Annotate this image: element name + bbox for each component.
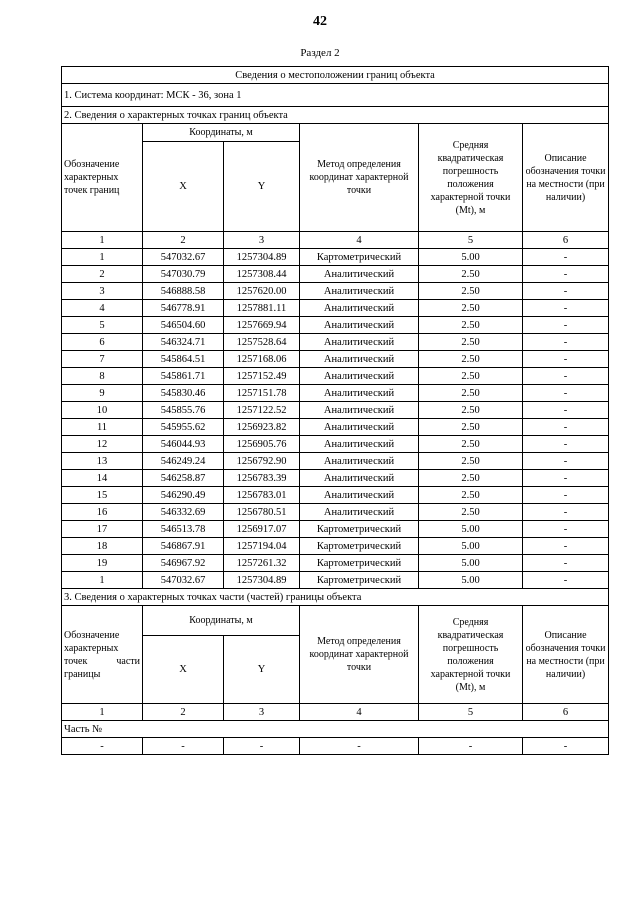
point-id: 16 xyxy=(62,504,143,521)
part-label: Часть № xyxy=(62,721,609,738)
col-number: 3 xyxy=(224,704,300,721)
point-id: 14 xyxy=(62,470,143,487)
part2-title: 2. Сведения о характерных точках границ объекта xyxy=(62,107,609,124)
method: Картометрический xyxy=(300,538,419,555)
table-row xyxy=(62,419,609,436)
coord-x: 546867.91 xyxy=(143,538,224,555)
description: - xyxy=(523,402,609,419)
error: 2.50 xyxy=(419,470,523,487)
empty-cell: - xyxy=(523,738,609,755)
method: Картометрический xyxy=(300,555,419,572)
header3-description: Описание обозначения точки на местности (при наличии) xyxy=(523,606,609,704)
error: 2.50 xyxy=(419,436,523,453)
method: Аналитический xyxy=(300,351,419,368)
table-row xyxy=(62,453,609,470)
point-id: 18 xyxy=(62,538,143,555)
point-id: 9 xyxy=(62,385,143,402)
col-number: 6 xyxy=(523,704,609,721)
description: - xyxy=(523,385,609,402)
col-number: 4 xyxy=(300,704,419,721)
error: 5.00 xyxy=(419,555,523,572)
point-id: 15 xyxy=(62,487,143,504)
method: Аналитический xyxy=(300,402,419,419)
table-row xyxy=(62,521,609,538)
point-id: 1 xyxy=(62,249,143,266)
coord-x: 547030.79 xyxy=(143,266,224,283)
error: 2.50 xyxy=(419,351,523,368)
coord-y: 1256905.76 xyxy=(224,436,300,453)
coord-x: 546967.92 xyxy=(143,555,224,572)
method: Аналитический xyxy=(300,317,419,334)
method: Аналитический xyxy=(300,453,419,470)
empty-cell: - xyxy=(143,738,224,755)
coord-y: 1256783.01 xyxy=(224,487,300,504)
table-row xyxy=(62,249,609,266)
coord-x: 545855.76 xyxy=(143,402,224,419)
table-row xyxy=(62,283,609,300)
description: - xyxy=(523,538,609,555)
coord-y: 1257881.11 xyxy=(224,300,300,317)
error: 2.50 xyxy=(419,504,523,521)
point-id: 4 xyxy=(62,300,143,317)
coord-x: 546513.78 xyxy=(143,521,224,538)
method: Аналитический xyxy=(300,385,419,402)
header3-error: Средняя квадратическая погрешность положения характерной точки (Mt), м xyxy=(419,606,523,704)
point-id: 13 xyxy=(62,453,143,470)
coord-y: 1257304.89 xyxy=(224,572,300,589)
description: - xyxy=(523,487,609,504)
table-row xyxy=(62,368,609,385)
error: 5.00 xyxy=(419,538,523,555)
error: 2.50 xyxy=(419,487,523,504)
description: - xyxy=(523,470,609,487)
description: - xyxy=(523,283,609,300)
method: Аналитический xyxy=(300,266,419,283)
table-row xyxy=(62,436,609,453)
point-id: 3 xyxy=(62,283,143,300)
coord-y: 1257308.44 xyxy=(224,266,300,283)
method: Аналитический xyxy=(300,487,419,504)
method: Картометрический xyxy=(300,521,419,538)
table-row xyxy=(62,317,609,334)
error: 2.50 xyxy=(419,300,523,317)
page-number: 42 xyxy=(313,14,327,29)
coord-system: 1. Система координат: МСК - 36, зона 1 xyxy=(62,84,609,107)
coord-y: 1256780.51 xyxy=(224,504,300,521)
header-error: Средняя квадратическая погрешность положения характерной точки (Mt), м xyxy=(419,124,523,232)
method: Аналитический xyxy=(300,436,419,453)
header-point-designation: Обозначение характерных точек границ xyxy=(62,124,143,232)
header3-y: Y xyxy=(224,636,300,704)
table-row xyxy=(62,402,609,419)
table-row xyxy=(62,470,609,487)
coord-x: 545830.46 xyxy=(143,385,224,402)
method: Аналитический xyxy=(300,470,419,487)
method: Аналитический xyxy=(300,334,419,351)
header-y: Y xyxy=(224,142,300,232)
coord-x: 546044.93 xyxy=(143,436,224,453)
coord-y: 1257261.32 xyxy=(224,555,300,572)
description: - xyxy=(523,351,609,368)
coord-y: 1256923.82 xyxy=(224,419,300,436)
description: - xyxy=(523,317,609,334)
table-row xyxy=(62,351,609,368)
point-id: 7 xyxy=(62,351,143,368)
col-number: 1 xyxy=(62,704,143,721)
coord-x: 547032.67 xyxy=(143,572,224,589)
point-id: 11 xyxy=(62,419,143,436)
col-number: 4 xyxy=(300,232,419,249)
point-id: 10 xyxy=(62,402,143,419)
point-id: 19 xyxy=(62,555,143,572)
coord-y: 1257122.52 xyxy=(224,402,300,419)
coord-x: 546504.60 xyxy=(143,317,224,334)
col-number: 2 xyxy=(143,704,224,721)
header3-x: X xyxy=(143,636,224,704)
coord-x: 546888.58 xyxy=(143,283,224,300)
description: - xyxy=(523,266,609,283)
method: Аналитический xyxy=(300,283,419,300)
coord-x: 546324.71 xyxy=(143,334,224,351)
description: - xyxy=(523,419,609,436)
coord-y: 1257194.04 xyxy=(224,538,300,555)
col-number: 5 xyxy=(419,704,523,721)
method: Аналитический xyxy=(300,368,419,385)
coord-y: 1257304.89 xyxy=(224,249,300,266)
col-number: 6 xyxy=(523,232,609,249)
header-coordinates: Координаты, м xyxy=(143,124,300,142)
table-title: Сведения о местоположении границ объекта xyxy=(62,67,609,84)
coord-x: 545955.62 xyxy=(143,419,224,436)
error: 2.50 xyxy=(419,317,523,334)
error: 2.50 xyxy=(419,334,523,351)
description: - xyxy=(523,453,609,470)
coord-x: 546332.69 xyxy=(143,504,224,521)
coord-y: 1256792.90 xyxy=(224,453,300,470)
header-description: Описание обозначения точки на местности (при наличии) xyxy=(523,124,609,232)
error: 5.00 xyxy=(419,521,523,538)
error: 2.50 xyxy=(419,283,523,300)
header-method: Метод определения координат характерной точки xyxy=(300,124,419,232)
point-id: 5 xyxy=(62,317,143,334)
header-x: X xyxy=(143,142,224,232)
method: Картометрический xyxy=(300,572,419,589)
description: - xyxy=(523,436,609,453)
col-number: 2 xyxy=(143,232,224,249)
coord-x: 545861.71 xyxy=(143,368,224,385)
error: 5.00 xyxy=(419,572,523,589)
description: - xyxy=(523,249,609,266)
error: 5.00 xyxy=(419,249,523,266)
table-row xyxy=(62,487,609,504)
description: - xyxy=(523,504,609,521)
coord-y: 1257620.00 xyxy=(224,283,300,300)
description: - xyxy=(523,572,609,589)
header3-method: Метод определения координат характерной точки xyxy=(300,606,419,704)
description: - xyxy=(523,300,609,317)
coord-x: 546778.91 xyxy=(143,300,224,317)
error: 2.50 xyxy=(419,453,523,470)
error: 2.50 xyxy=(419,419,523,436)
method: Аналитический xyxy=(300,419,419,436)
method: Аналитический xyxy=(300,300,419,317)
point-id: 6 xyxy=(62,334,143,351)
coord-x: 546258.87 xyxy=(143,470,224,487)
description: - xyxy=(523,521,609,538)
table-row xyxy=(62,504,609,521)
coord-x: 547032.67 xyxy=(143,249,224,266)
description: - xyxy=(523,334,609,351)
point-id: 17 xyxy=(62,521,143,538)
section-title: Раздел 2 xyxy=(300,47,340,59)
point-id: 12 xyxy=(62,436,143,453)
col-number: 5 xyxy=(419,232,523,249)
coord-x: 546249.24 xyxy=(143,453,224,470)
error: 2.50 xyxy=(419,385,523,402)
point-id: 1 xyxy=(62,572,143,589)
error: 2.50 xyxy=(419,266,523,283)
coord-x: 546290.49 xyxy=(143,487,224,504)
coord-y: 1257669.94 xyxy=(224,317,300,334)
error: 2.50 xyxy=(419,368,523,385)
empty-cell: - xyxy=(62,738,143,755)
coord-y: 1257168.06 xyxy=(224,351,300,368)
part3-title: 3. Сведения о характерных точках части (частей) границы объекта xyxy=(62,589,609,606)
coord-y: 1257152.49 xyxy=(224,368,300,385)
coord-y: 1256917.07 xyxy=(224,521,300,538)
header3-coordinates: Координаты, м xyxy=(143,606,300,636)
boundary-table xyxy=(61,66,609,755)
empty-cell: - xyxy=(419,738,523,755)
empty-cell: - xyxy=(300,738,419,755)
table-row xyxy=(62,572,609,589)
table-row xyxy=(62,300,609,317)
method: Картометрический xyxy=(300,249,419,266)
table-row xyxy=(62,266,609,283)
table-row xyxy=(62,385,609,402)
description: - xyxy=(523,555,609,572)
coord-y: 1257151.78 xyxy=(224,385,300,402)
method: Аналитический xyxy=(300,504,419,521)
point-id: 8 xyxy=(62,368,143,385)
description: - xyxy=(523,368,609,385)
col-number: 3 xyxy=(224,232,300,249)
coord-y: 1257528.64 xyxy=(224,334,300,351)
coord-y: 1256783.39 xyxy=(224,470,300,487)
empty-cell: - xyxy=(224,738,300,755)
point-id: 2 xyxy=(62,266,143,283)
table-row xyxy=(62,334,609,351)
coord-x: 545864.51 xyxy=(143,351,224,368)
table-row xyxy=(62,538,609,555)
table-row xyxy=(62,555,609,572)
header3-point-designation: Обозначение характерных точек части границы xyxy=(62,606,143,704)
col-number: 1 xyxy=(62,232,143,249)
error: 2.50 xyxy=(419,402,523,419)
